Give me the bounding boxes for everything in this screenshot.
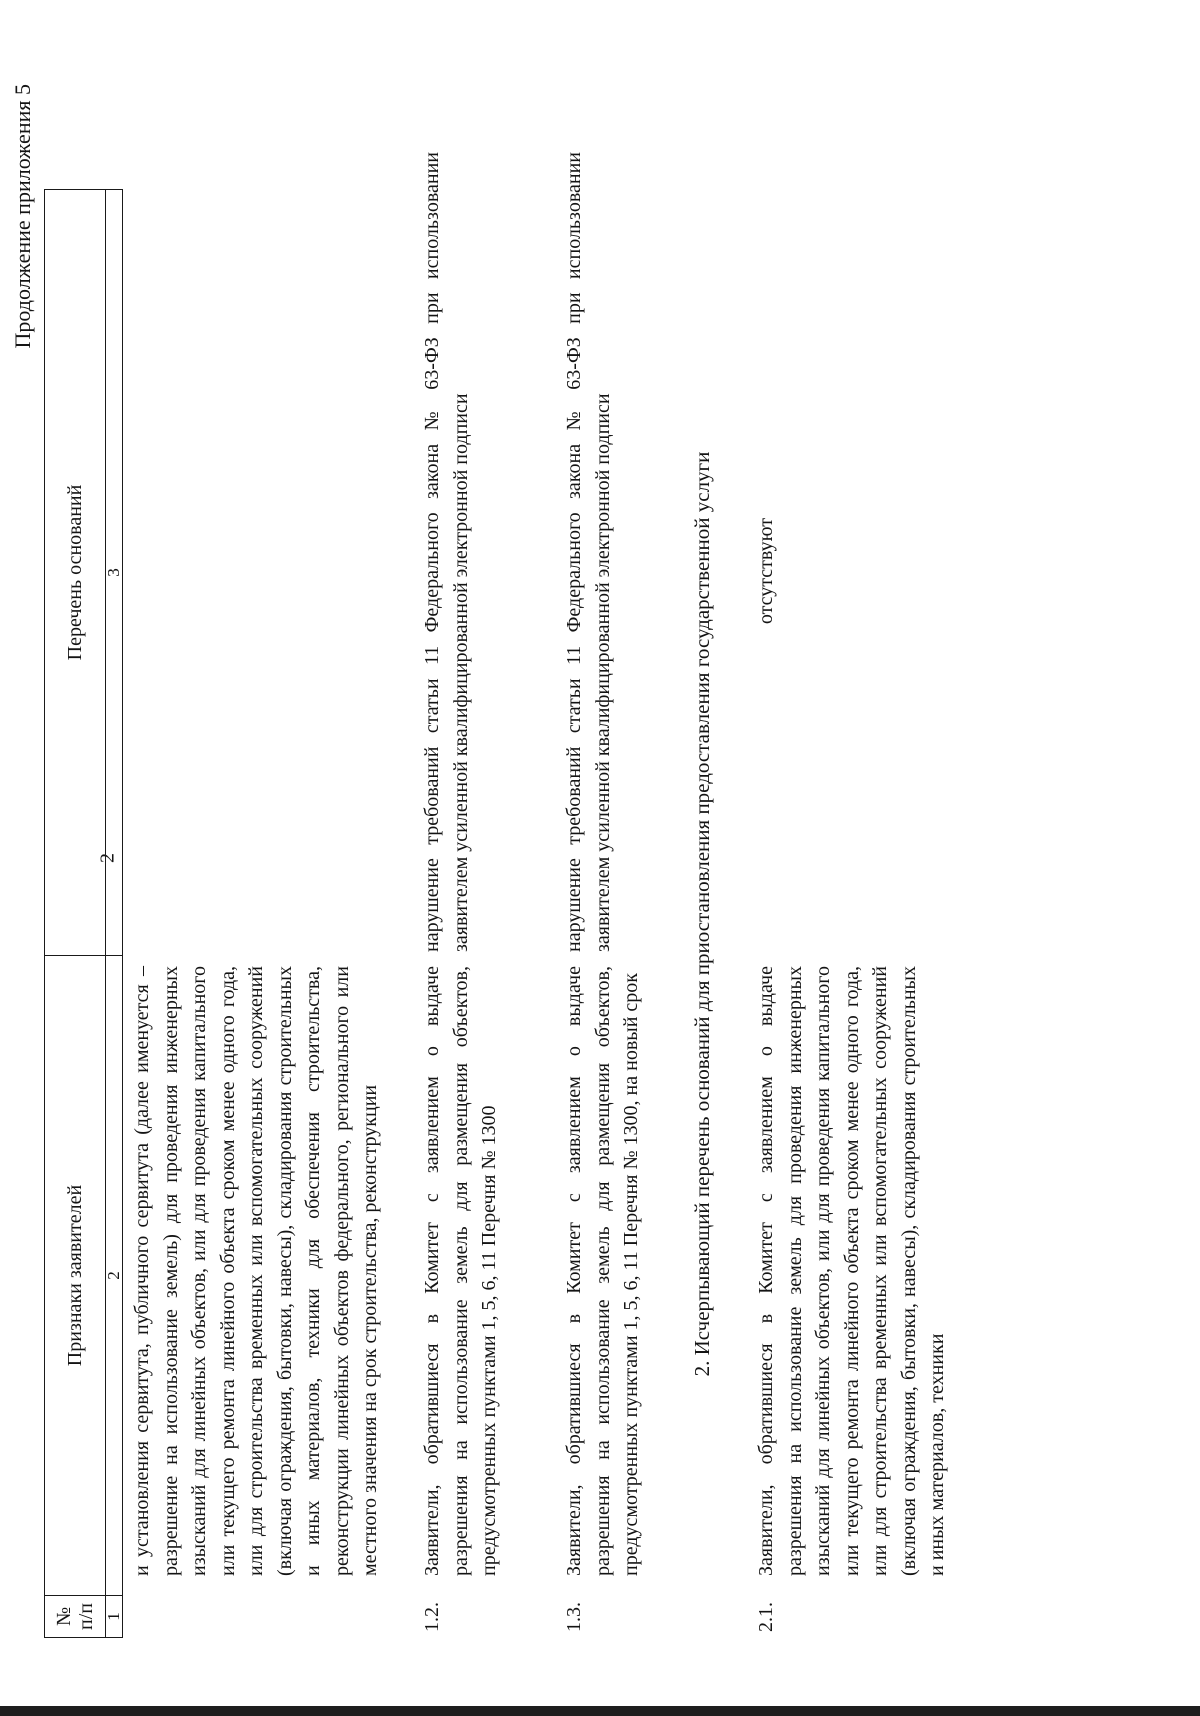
row-applicants-text: и установления сервитута, публичного сервитута (далее именуется – разрешение на использование земель) для проведения инженерных изысканий для линейных объектов, или для проведения капитального или текущего ремонта линейного объекта сроком менее одного года, или для строительства временных или вспомогательных сооружений (включая ограждения, бытовки, навесы), складирования строительных и иных материалов, техники для обеспечения строительства, реконструкции линейных объектов федерального, регионального или местного значения на срок строительства, реконструкции — [131, 966, 381, 1576]
header-col-number: № п/п — [45, 1596, 106, 1638]
appendix-caption: Продолжение приложения 5 — [10, 84, 35, 349]
row-grounds-text: отсутствуют — [755, 517, 777, 625]
row-number: 2.1. — [755, 1602, 777, 1632]
header-col-grounds: Перечень оснований — [45, 190, 106, 956]
row-number: 1.2. — [421, 1602, 443, 1632]
row-number: 1.3. — [563, 1602, 585, 1632]
section-2-title: 2. Исчерпывающий перечень оснований для приостановления предоставления государственной услуги — [690, 451, 714, 1377]
scan-edge-strip — [0, 1706, 1200, 1716]
header-col-applicants: Признаки заявителей — [45, 956, 106, 1596]
row-applicants-text: Заявители, обратившиеся в Комитет с заявлением о выдаче разрешения на использование земель для размещения объектов, предусмотренных пунктами 1, 5, 6, 11 Перечня № 1300 — [421, 966, 500, 1576]
header-col-index-2: 2 — [106, 956, 123, 1596]
rotated-document-body — [0, 78, 1090, 1638]
row-applicants-text: Заявители, обратившиеся в Комитет с заявлением о выдаче разрешения на использование земель для размещения объектов, предусмотренных пунктами 1, 5, 6, 11 Перечня № 1300, на новый срок — [563, 966, 642, 1576]
header-col-index-1: 1 — [106, 1596, 123, 1638]
row-grounds-text: нарушение требований статьи 11 Федерального закона № 63-ФЗ при использовании заявителем усиленной квалифицированной электронной подписи — [563, 152, 614, 952]
header-col-index-3: 3 — [106, 190, 123, 956]
row-applicants-text: Заявители, обратившиеся в Комитет с заявлением о выдаче разрешения на использование земель для проведения инженерных изысканий для линейных объектов, или для проведения капитального или текущего ремонта линейного объекта сроком менее одного года, или для строительства временных или вспомогательных сооружений (включая ограждения, бытовки, навесы), складирования строительных и иных материалов, техники — [755, 966, 948, 1576]
table-header — [44, 189, 123, 1638]
row-grounds-text: нарушение требований статьи 11 Федерального закона № 63-ФЗ при использовании заявителем усиленной квалифицированной электронной подписи — [421, 152, 472, 952]
page-number: 2 — [96, 853, 119, 863]
